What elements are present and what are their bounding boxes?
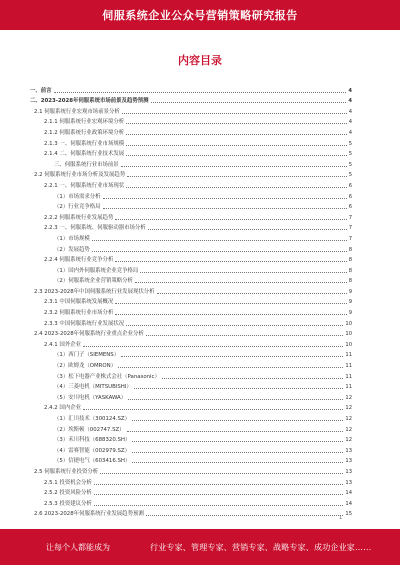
toc-entry[interactable] [30, 338, 352, 349]
toc-dot-leader [126, 145, 347, 146]
toc-dot-leader [146, 335, 344, 336]
page-marker: 1 [339, 515, 343, 521]
toc-entry[interactable] [30, 359, 352, 370]
toc-entry[interactable] [30, 306, 352, 317]
toc-entry-page: 15 [345, 511, 352, 518]
document-header [0, 0, 400, 30]
toc-entry-page: 12 [345, 437, 352, 444]
toc-entry-page: 13 [345, 468, 352, 475]
toc-entry[interactable] [30, 232, 352, 243]
report-title: 伺服系统企业公众号营销策略研究报告 [102, 9, 298, 22]
toc-entry-label: 2.1.3 一、伺服系统行业市场规模 [44, 140, 125, 147]
toc-entry-page: 7 [348, 214, 352, 221]
toc-entry-label: 2.1 伺服系统行业宏观市场前景分析 [34, 108, 120, 115]
toc-entry[interactable] [30, 444, 352, 455]
toc-entry-page: 13 [345, 458, 352, 465]
toc-dot-leader [83, 346, 343, 347]
toc-entry[interactable] [30, 317, 352, 328]
toc-entry-page: 5 [348, 151, 352, 158]
toc-entry-label: 2.2.4 伺服系统行业竞争分析 [44, 257, 114, 264]
toc-entry-label: （2）埃斯顿（002747.SZ） [54, 426, 125, 433]
toc-entry[interactable] [30, 116, 352, 127]
toc-entry-label: （1）国内外伺服系统企业竞争格局 [54, 267, 139, 274]
toc-entry-label: 2.6 2023-2028年伺服系统行业发展趋势预测 [34, 511, 144, 518]
toc-entry-label: （4）雷赛智能（002979.SZ） [54, 447, 130, 454]
toc-entry-page: 5 [348, 172, 352, 179]
toc-entry[interactable] [30, 508, 352, 519]
toc-entry-label: 2.5 伺服系统行业投资分析 [34, 468, 99, 475]
toc-entry[interactable] [30, 148, 352, 159]
toc-entry-label: 三、伺服系统行业市场前景 [54, 161, 119, 168]
toc-entry-label: 2.3.2 伺服系统行业市场分析 [44, 310, 114, 317]
toc-entry-page: 9 [348, 310, 352, 317]
toc-entry-label: 2.5.1 投资机会分析 [44, 479, 92, 486]
toc-entry-page: 11 [345, 384, 352, 391]
footer-slogan-right: 行业专家、管理专家、营销专家、战略专家、成功企业家…… [150, 542, 372, 552]
toc-entry[interactable] [30, 84, 352, 95]
toc-entry-label: 2.1.4 二、伺服系统行业技术发展 [44, 151, 125, 158]
toc-entry[interactable] [30, 190, 352, 201]
toc-dot-leader [126, 325, 343, 326]
toc-dot-leader [94, 505, 344, 506]
toc-dot-leader [118, 367, 343, 368]
toc-dot-leader [146, 515, 344, 516]
toc-entry-page: 4 [348, 129, 352, 136]
toc-dot-leader [127, 176, 347, 177]
toc-entry[interactable] [30, 487, 352, 498]
toc-entry-label: （4）三菱电机（MITSUBISHI） [54, 384, 132, 391]
toc-entry[interactable] [30, 370, 352, 381]
toc-dot-leader [115, 261, 346, 262]
toc-entry-page: 12 [345, 405, 352, 412]
toc-entry-page: 10 [345, 341, 352, 348]
toc-entry-page: 4 [348, 119, 352, 126]
toc-entry-label: 2.2.2 伺服系统行业发展趋势 [44, 214, 114, 221]
toc-dot-leader [94, 484, 344, 485]
toc-dot-leader [128, 399, 343, 400]
toc-dot-leader [54, 92, 347, 93]
toc-entry[interactable] [30, 158, 352, 169]
toc-entry-label: 2.5.3 投资建议分析 [44, 500, 92, 507]
toc-entry-label: 二、2023-2028年伺服系统市场前景及趋势预测 [30, 98, 149, 105]
toc-entry-label: （2）发展趋势 [54, 246, 90, 253]
toc-entry-label: 2.3.1 中国伺服系统发展概况 [44, 299, 114, 306]
toc-dot-leader [162, 378, 343, 379]
toc-dot-leader [127, 431, 344, 432]
toc-entry-label: （2）欧姆龙（OMRON） [54, 363, 117, 370]
toc-entry-page: 11 [345, 352, 352, 359]
toc-dot-leader [83, 409, 343, 410]
toc-entry-page: 8 [348, 278, 352, 285]
toc-entry-page: 4 [348, 108, 352, 115]
toc-entry-page: 8 [348, 267, 352, 274]
toc-entry[interactable] [30, 201, 352, 212]
toc-dot-leader [157, 293, 347, 294]
toc-dot-leader [148, 229, 347, 230]
toc-entry[interactable] [30, 391, 352, 402]
toc-dot-leader [126, 134, 347, 135]
toc-entry[interactable] [30, 285, 352, 296]
toc-entry-label: 2.4.1 国外企业 [44, 341, 81, 348]
toc-dot-leader [134, 388, 344, 389]
toc-entry-label: 2.3 2023-2028年中国伺服系统行业发展现状分析 [34, 288, 155, 295]
toc-entry-label: 2.4.2 国内企业 [44, 405, 81, 412]
toc-dot-leader [103, 208, 347, 209]
toc-entry-label: （2）伺服系统企业营销策略分析 [54, 278, 133, 285]
toc-entry-page: 4 [348, 87, 352, 94]
toc-entry[interactable] [30, 211, 352, 222]
toc-entry-page: 10 [345, 331, 352, 338]
toc-dot-leader [126, 123, 347, 124]
toc-entry-page: 12 [345, 416, 352, 422]
toc-dot-leader [132, 462, 343, 463]
toc-entry[interactable] [30, 254, 352, 265]
toc-entry-page: 8 [348, 246, 352, 253]
toc-entry-page: 6 [348, 204, 352, 211]
toc-entry-label: 2.2 伺服系统行业市场分析及发展趋势 [34, 172, 126, 179]
toc-entry[interactable] [30, 381, 352, 392]
toc-entry-label: （2）行业竞争格局 [54, 204, 101, 211]
toc-entry[interactable] [30, 412, 352, 423]
toc-dot-leader [100, 473, 343, 474]
toc-entry-page: 9 [348, 299, 352, 306]
toc-entry-label: 2.4 2023-2028年伺服系统行业重点企业分析 [34, 331, 144, 338]
toc-entry-page: 5 [348, 161, 352, 168]
toc-entry-page: 10 [345, 320, 352, 327]
toc-entry[interactable] [30, 349, 352, 360]
toc-entry-page: 7 [348, 225, 352, 232]
toc-entry[interactable] [30, 222, 352, 233]
toc-entry[interactable] [30, 179, 352, 190]
toc-entry[interactable] [30, 497, 352, 508]
toc-entry-page: 11 [345, 373, 352, 380]
toc-entry-label: 2.1.1 伺服系统行业宏观环境分析 [44, 119, 125, 126]
toc-dot-leader [92, 251, 347, 252]
toc-dot-leader [115, 314, 346, 315]
document-footer [0, 529, 400, 565]
toc-dot-leader [140, 272, 346, 273]
toc-entry-label: （1）西门子（SIEMENS） [54, 352, 120, 359]
toc-entry-page: 12 [345, 394, 352, 401]
toc-entry-label: （5）安川电机（YASKAWA） [54, 394, 127, 401]
toc-entry[interactable] [30, 169, 352, 180]
toc-entry[interactable] [30, 275, 352, 286]
toc-entry-label: 2.1.2 伺服系统行业政策环境分析 [44, 129, 125, 136]
toc-entry-page: 13 [345, 447, 352, 454]
toc-entry-page: 7 [348, 235, 352, 242]
toc-dot-leader [121, 356, 343, 357]
toc-dot-leader [126, 187, 347, 188]
toc-entry-label: 一、前言 [30, 87, 52, 94]
toc-entry-label: 2.3.3 中国伺服系统行业发展状况 [44, 320, 125, 327]
toc-entry-label: （1）市场需求分析 [54, 193, 101, 200]
toc-entry[interactable] [30, 105, 352, 116]
toc-entry-label: （5）信捷电气（603416.SH） [54, 458, 131, 465]
toc-dot-leader [151, 102, 347, 103]
toc-dot-leader [132, 420, 343, 421]
toc-entry[interactable] [30, 296, 352, 307]
toc-entry[interactable] [30, 264, 352, 275]
toc-dot-leader [103, 198, 347, 199]
toc-entry[interactable] [30, 423, 352, 434]
toc-dot-leader [115, 303, 346, 304]
toc-dot-leader [121, 166, 347, 167]
toc-entry[interactable] [30, 328, 352, 339]
toc-entry[interactable] [30, 137, 352, 148]
toc-entry-label: （3）禾川科技（688320.SH） [54, 437, 131, 444]
toc-entry-page: 12 [345, 426, 352, 433]
page-title: 内容目录 [178, 54, 222, 67]
toc-entry-page: 11 [345, 363, 352, 370]
toc-entry-label: （1）市场规模 [54, 235, 90, 242]
toc-entry[interactable] [30, 476, 352, 487]
toc-entry[interactable] [30, 434, 352, 445]
toc-entry-label: （1）汇川技术（300124.SZ） [54, 416, 130, 422]
toc-entry-label: 2.5.2 投资风险分析 [44, 490, 92, 497]
toc-entry-label: 2.2.1 一、伺服系统行业市场现状 [44, 182, 125, 189]
toc-entry-page: 14 [345, 500, 352, 507]
toc-entry-label: 2.2.3 一、伺服系统、伺服驱动器市场分析 [44, 225, 146, 232]
toc-dot-leader [132, 452, 343, 453]
toc-dot-leader [115, 219, 346, 220]
toc-entry-page: 6 [348, 193, 352, 200]
toc-dot-leader [94, 494, 344, 495]
toc-dot-leader [92, 240, 347, 241]
toc-entry[interactable] [30, 95, 352, 106]
table-of-contents [30, 84, 352, 518]
toc-dot-leader [135, 282, 347, 283]
toc-entry-page: 14 [345, 490, 352, 497]
toc-entry[interactable] [30, 126, 352, 137]
toc-dot-leader [132, 441, 343, 442]
toc-entry-page: 6 [348, 182, 352, 189]
toc-dot-leader [122, 113, 347, 114]
toc-entry[interactable] [30, 402, 352, 413]
toc-dot-leader [126, 155, 347, 156]
toc-entry[interactable] [30, 465, 352, 476]
toc-entry[interactable] [30, 455, 352, 466]
toc-entry-page: 4 [348, 98, 352, 105]
toc-entry-page: 8 [348, 257, 352, 264]
toc-entry-page: 9 [348, 288, 352, 295]
toc-entry[interactable] [30, 243, 352, 254]
footer-slogan-left: 让每个人都能成为 [46, 542, 110, 552]
toc-entry-label: （3）松下电器产业株式会社（Panasonic） [54, 373, 160, 380]
toc-entry-page: 5 [348, 140, 352, 147]
toc-entry-page: 13 [345, 479, 352, 486]
